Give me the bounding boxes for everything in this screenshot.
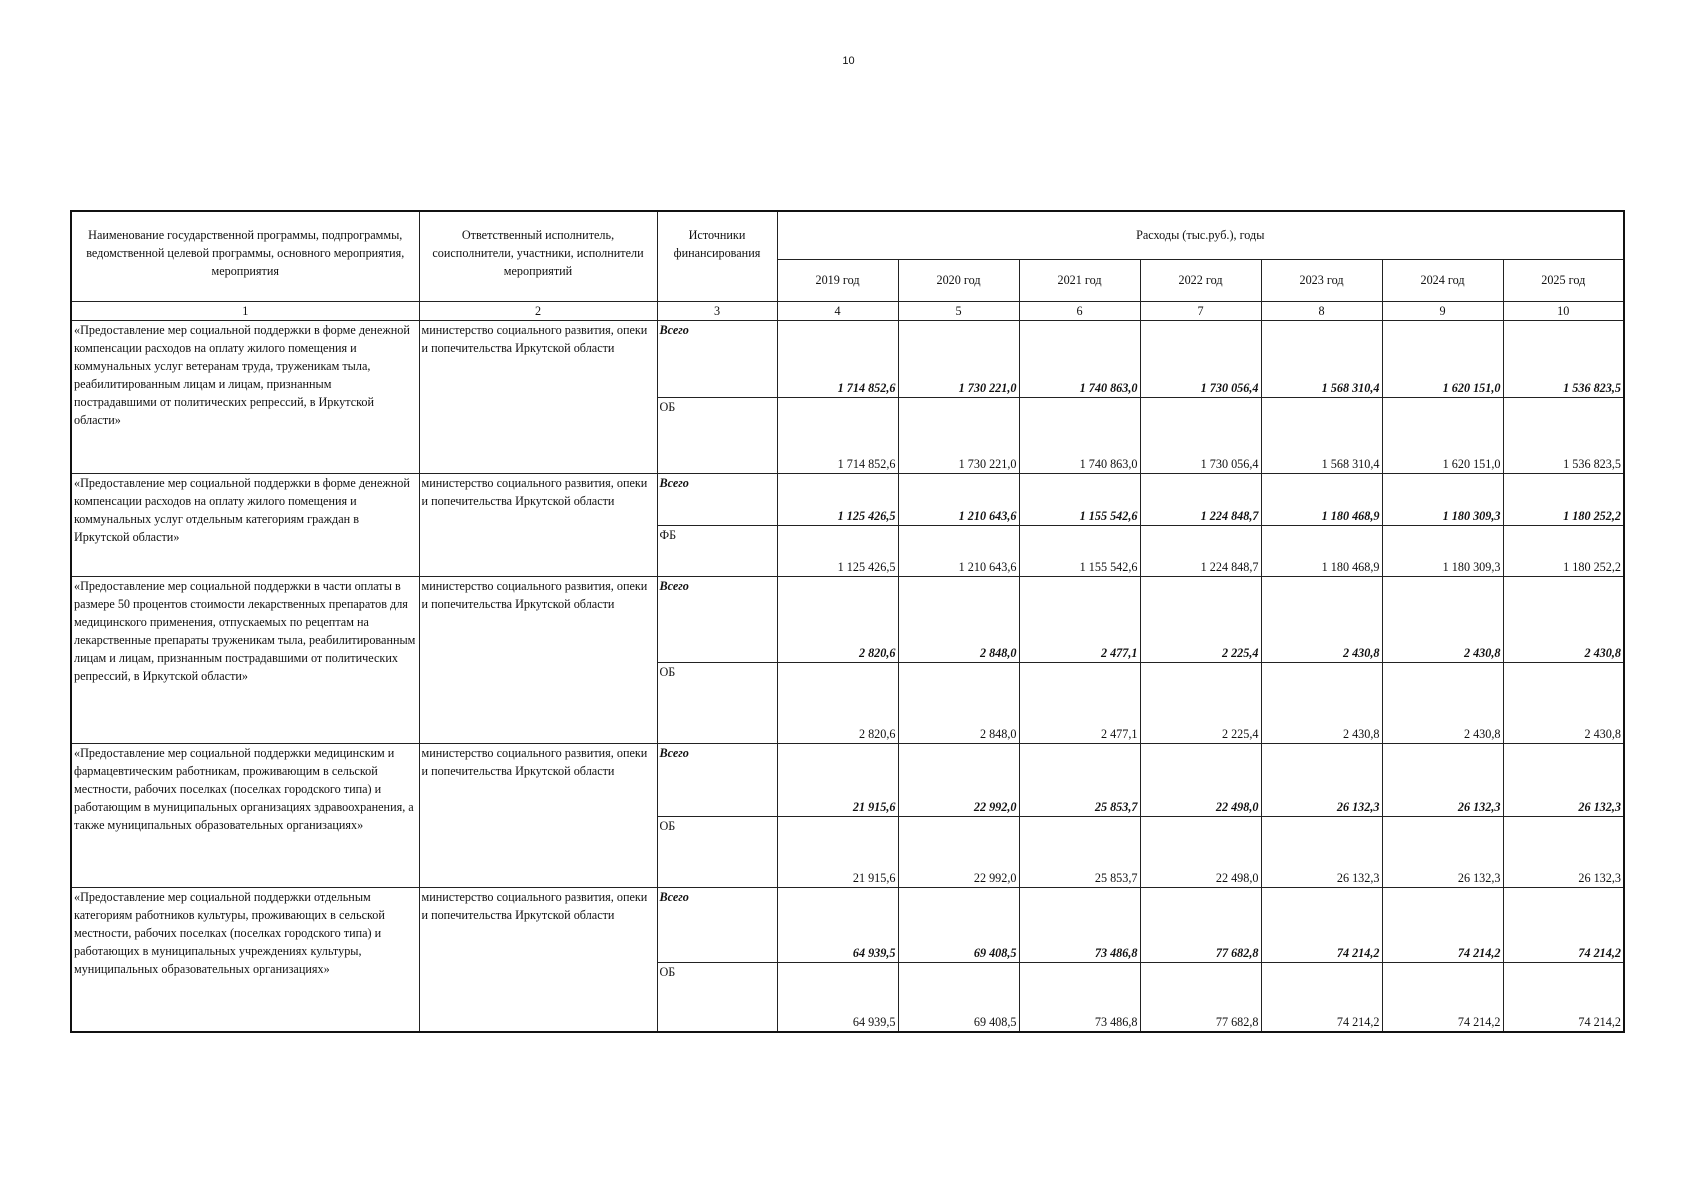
responsible-executor: министерство социального развития, опеки и попечительства Иркутской области: [419, 576, 657, 743]
page-number: 10: [842, 55, 855, 67]
source-amount: 64 939,5: [777, 962, 898, 1032]
table-row: [71, 320, 1624, 397]
responsible-executor: министерство социального развития, опеки и попечительства Иркутской области: [419, 887, 657, 1032]
total-amount: 1 730 056,4: [1140, 320, 1261, 397]
column-index: 10: [1503, 301, 1624, 320]
total-amount: 1 620 151,0: [1382, 320, 1503, 397]
column-index: 5: [898, 301, 1019, 320]
total-amount: 25 853,7: [1019, 743, 1140, 816]
source-amount: 74 214,2: [1261, 962, 1382, 1032]
total-amount: 1 740 863,0: [1019, 320, 1140, 397]
table-row: [71, 887, 1624, 962]
funding-total-label: Всего: [657, 576, 777, 662]
total-amount: 21 915,6: [777, 743, 898, 816]
header-year: 2021 год: [1019, 259, 1140, 301]
total-amount: 2 848,0: [898, 576, 1019, 662]
total-amount: 73 486,8: [1019, 887, 1140, 962]
total-amount: 26 132,3: [1382, 743, 1503, 816]
column-index: 1: [71, 301, 419, 320]
column-index: 8: [1261, 301, 1382, 320]
expenses-table: [70, 210, 1625, 1033]
source-amount: 2 430,8: [1382, 662, 1503, 743]
measure-name: «Предоставление мер социальной поддержки в форме денежной компенсации расходов на оплату жилого помещения и коммунальных услуг отдельным категориям граждан в Иркутской области»: [71, 473, 419, 576]
source-amount: 22 498,0: [1140, 816, 1261, 887]
funding-total-label: Всего: [657, 320, 777, 397]
source-amount: 1 568 310,4: [1261, 397, 1382, 473]
source-amount: 2 848,0: [898, 662, 1019, 743]
total-amount: 74 214,2: [1503, 887, 1624, 962]
header-program-name: Наименование государственной программы, подпрограммы, ведомственной целевой программы, основного мероприятия, мероприятия: [71, 211, 419, 301]
source-amount: 1 155 542,6: [1019, 525, 1140, 576]
header-expenses: Расходы (тыс.руб.), годы: [777, 211, 1624, 259]
source-amount: 1 180 468,9: [1261, 525, 1382, 576]
total-amount: 1 224 848,7: [1140, 473, 1261, 525]
total-amount: 2 430,8: [1382, 576, 1503, 662]
funding-source-label: ОБ: [657, 962, 777, 1032]
source-amount: 1 620 151,0: [1382, 397, 1503, 473]
measure-name: «Предоставление мер социальной поддержки отдельным категориям работников культуры, проживающих в сельской местности, рабочих поселках (поселках городского типа) и работающих в муниципальных учреждениях культуры, муниципальных образовательных организациях»: [71, 887, 419, 1032]
total-amount: 2 820,6: [777, 576, 898, 662]
source-amount: 69 408,5: [898, 962, 1019, 1032]
source-amount: 77 682,8: [1140, 962, 1261, 1032]
total-amount: 69 408,5: [898, 887, 1019, 962]
source-amount: 26 132,3: [1382, 816, 1503, 887]
source-amount: 21 915,6: [777, 816, 898, 887]
total-amount: 77 682,8: [1140, 887, 1261, 962]
source-amount: 26 132,3: [1261, 816, 1382, 887]
source-amount: 1 714 852,6: [777, 397, 898, 473]
column-index: 6: [1019, 301, 1140, 320]
header-year: 2019 год: [777, 259, 898, 301]
total-amount: 1 730 221,0: [898, 320, 1019, 397]
source-amount: 1 730 221,0: [898, 397, 1019, 473]
source-amount: 74 214,2: [1503, 962, 1624, 1032]
source-amount: 1 224 848,7: [1140, 525, 1261, 576]
funding-source-label: ОБ: [657, 397, 777, 473]
column-index: 3: [657, 301, 777, 320]
column-index: 7: [1140, 301, 1261, 320]
total-amount: 26 132,3: [1261, 743, 1382, 816]
total-amount: 2 477,1: [1019, 576, 1140, 662]
column-index: 4: [777, 301, 898, 320]
funding-total-label: Всего: [657, 743, 777, 816]
total-amount: 1 714 852,6: [777, 320, 898, 397]
total-amount: 1 125 426,5: [777, 473, 898, 525]
funding-source-label: ФБ: [657, 525, 777, 576]
total-amount: 22 992,0: [898, 743, 1019, 816]
column-index: 9: [1382, 301, 1503, 320]
source-amount: 73 486,8: [1019, 962, 1140, 1032]
source-amount: 2 225,4: [1140, 662, 1261, 743]
total-amount: 1 180 468,9: [1261, 473, 1382, 525]
source-amount: 2 477,1: [1019, 662, 1140, 743]
source-amount: 2 820,6: [777, 662, 898, 743]
total-amount: 1 155 542,6: [1019, 473, 1140, 525]
source-amount: 1 536 823,5: [1503, 397, 1624, 473]
responsible-executor: министерство социального развития, опеки и попечительства Иркутской области: [419, 320, 657, 473]
header-year: 2020 год: [898, 259, 1019, 301]
column-index: 2: [419, 301, 657, 320]
total-amount: 22 498,0: [1140, 743, 1261, 816]
header-executor: Ответственный исполнитель, соисполнители, участники, исполнители мероприятий: [419, 211, 657, 301]
source-amount: 74 214,2: [1382, 962, 1503, 1032]
measure-name: «Предоставление мер социальной поддержки в форме денежной компенсации расходов на оплату жилого помещения и коммунальных услуг ветеранам труда, труженикам тыла, реабилитированным лицам и лицам, признанным пострадавшими от политических репрессий, в Иркутской области»: [71, 320, 419, 473]
responsible-executor: министерство социального развития, опеки и попечительства Иркутской области: [419, 473, 657, 576]
funding-source-label: ОБ: [657, 816, 777, 887]
responsible-executor: министерство социального развития, опеки и попечительства Иркутской области: [419, 743, 657, 887]
source-amount: 2 430,8: [1503, 662, 1624, 743]
total-amount: 74 214,2: [1261, 887, 1382, 962]
source-amount: 1 730 056,4: [1140, 397, 1261, 473]
total-amount: 1 180 252,2: [1503, 473, 1624, 525]
table-row: [71, 473, 1624, 525]
total-amount: 1 180 309,3: [1382, 473, 1503, 525]
source-amount: 1 180 252,2: [1503, 525, 1624, 576]
source-amount: 1 210 643,6: [898, 525, 1019, 576]
source-amount: 1 180 309,3: [1382, 525, 1503, 576]
funding-total-label: Всего: [657, 887, 777, 962]
table-row: [71, 743, 1624, 816]
source-amount: 1 740 863,0: [1019, 397, 1140, 473]
total-amount: 1 568 310,4: [1261, 320, 1382, 397]
total-amount: 2 430,8: [1503, 576, 1624, 662]
total-amount: 64 939,5: [777, 887, 898, 962]
total-amount: 2 225,4: [1140, 576, 1261, 662]
source-amount: 2 430,8: [1261, 662, 1382, 743]
header-year: 2024 год: [1382, 259, 1503, 301]
source-amount: 1 125 426,5: [777, 525, 898, 576]
source-amount: 25 853,7: [1019, 816, 1140, 887]
table-row: [71, 576, 1624, 662]
header-year: 2025 год: [1503, 259, 1624, 301]
funding-total-label: Всего: [657, 473, 777, 525]
measure-name: «Предоставление мер социальной поддержки в части оплаты в размере 50 процентов стоимости лекарственных препаратов для медицинского применения, отпускаемых по рецептам на лекарственные препараты труженикам тыла, реабилитированным лицам и лицам, признанным пострадавшими от политических репрессий, в Иркутской области»: [71, 576, 419, 743]
measure-name: «Предоставление мер социальной поддержки медицинским и фармацевтическим работникам, проживающим в сельской местности, рабочих поселках (поселках городского типа) и работающим в муниципальных организациях здравоохранения, а также муниципальных образовательных организациях»: [71, 743, 419, 887]
total-amount: 74 214,2: [1382, 887, 1503, 962]
funding-source-label: ОБ: [657, 662, 777, 743]
source-amount: 26 132,3: [1503, 816, 1624, 887]
header-funding-source: Источники финансирования: [657, 211, 777, 301]
header-year: 2022 год: [1140, 259, 1261, 301]
total-amount: 1 536 823,5: [1503, 320, 1624, 397]
source-amount: 22 992,0: [898, 816, 1019, 887]
header-year: 2023 год: [1261, 259, 1382, 301]
total-amount: 1 210 643,6: [898, 473, 1019, 525]
total-amount: 26 132,3: [1503, 743, 1624, 816]
total-amount: 2 430,8: [1261, 576, 1382, 662]
